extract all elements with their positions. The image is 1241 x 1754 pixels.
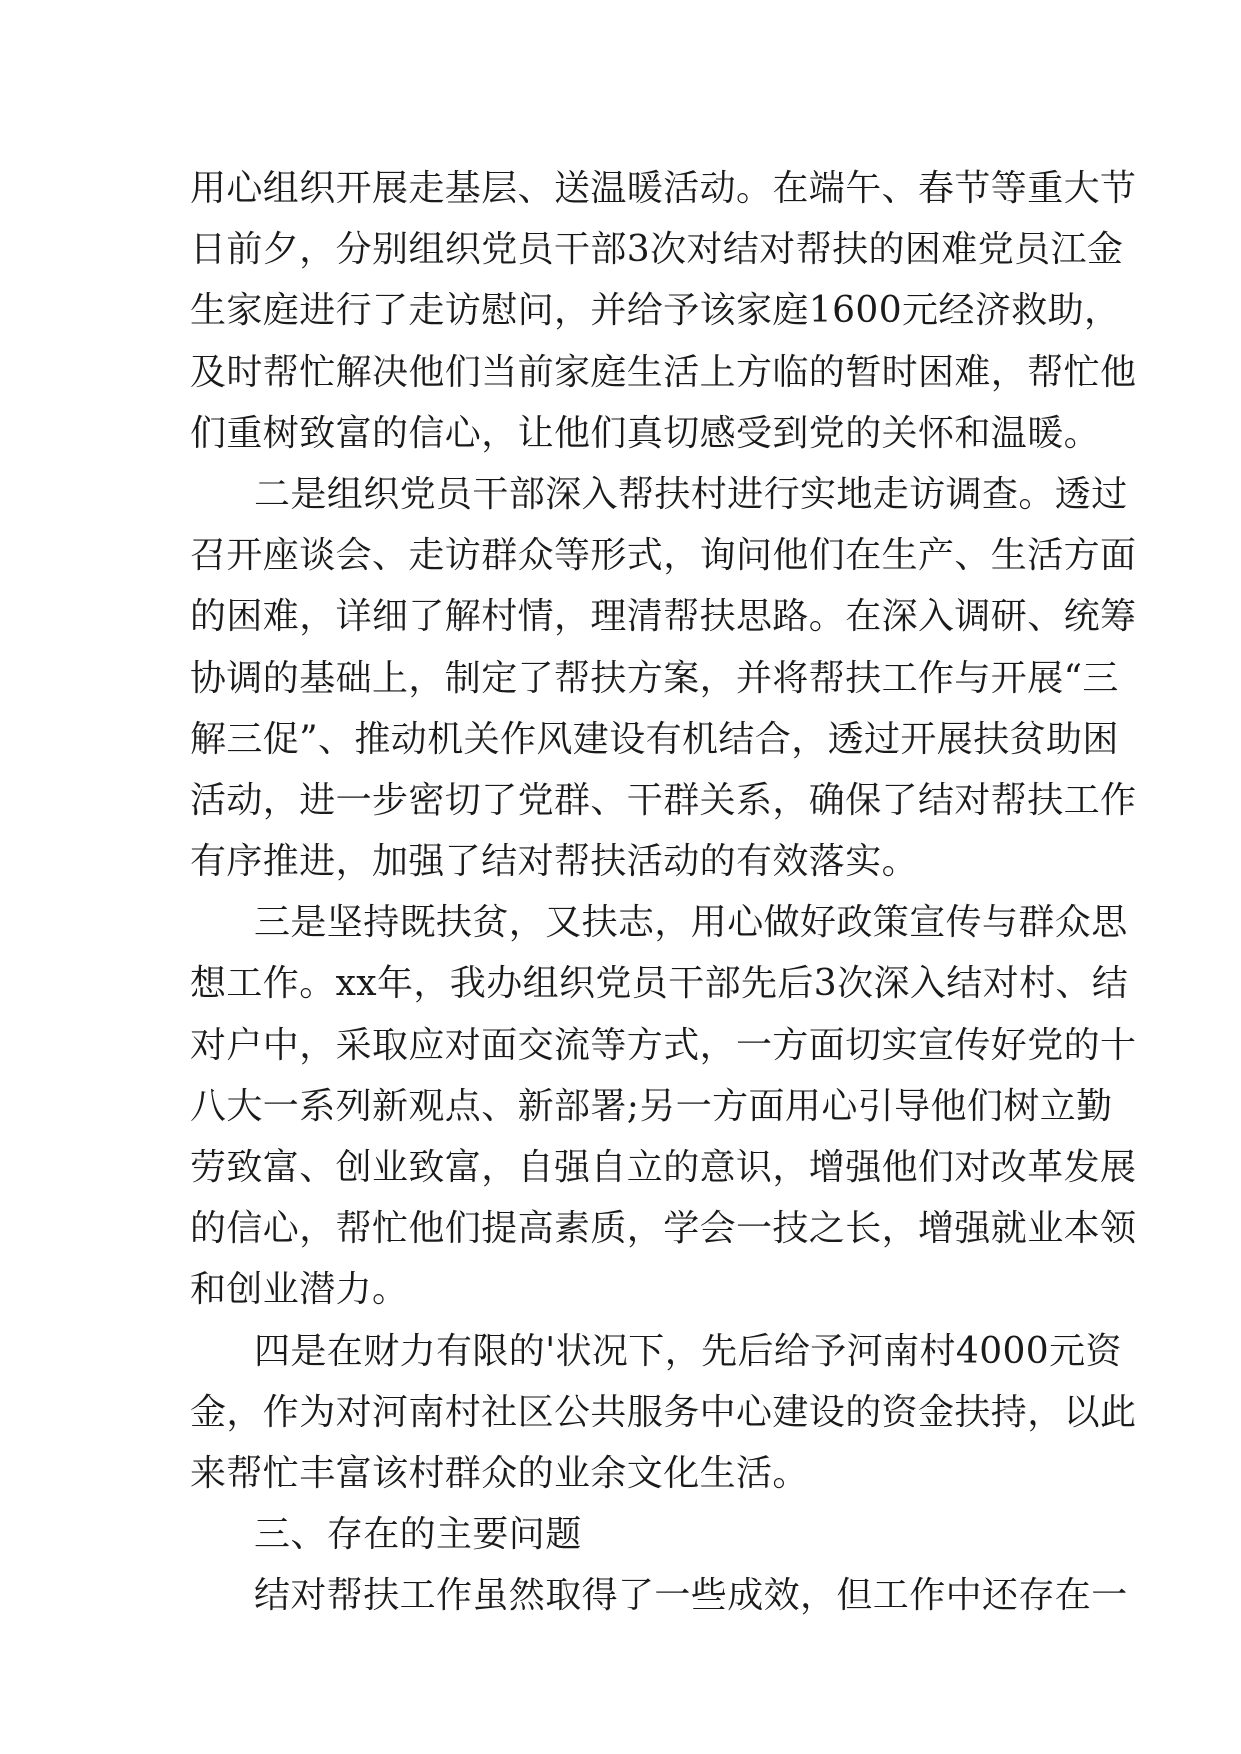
text-line: 召开座谈会、走访群众等形式，询问他们在生产、生活方面 xyxy=(190,535,1137,577)
text-line: 和创业潜力。 xyxy=(190,1269,409,1311)
text-line: 的困难，详细了解村情，理清帮扶思路。在深入调研、统筹 xyxy=(190,596,1137,638)
paragraph-start-line: 结对帮扶工作虽然取得了一些成效，但工作中还存在一 xyxy=(254,1575,1128,1617)
text-line: 对户中，采取应对面交流等方式，一方面切实宣传好党的十 xyxy=(190,1024,1137,1066)
text-line: 解三促”、推动机关作风建设有机结合，透过开展扶贫助困 xyxy=(190,718,1119,760)
document-body xyxy=(190,158,1137,1627)
text-line: 的信心，帮忙他们提高素质，学会一技之长，增强就业本领 xyxy=(190,1208,1137,1250)
text-line: 活动，进一步密切了党群、干群关系，确保了结对帮扶工作 xyxy=(190,779,1137,821)
section-heading: 三、存在的主要问题 xyxy=(254,1514,582,1556)
text-line: 协调的基础上，制定了帮扶方案，并将帮扶工作与开展“三 xyxy=(190,657,1119,699)
text-line: 想工作。xx年，我办组织党员干部先后3次深入结对村、结 xyxy=(190,963,1129,1005)
text-line: 日前夕，分别组织党员干部3次对结对帮扶的困难党员江金 xyxy=(190,229,1124,271)
paragraph-start-line: 四是在财力有限的'状况下，先后给予河南村4000元资 xyxy=(254,1330,1122,1372)
text-line: 们重树致富的信心，让他们真切感受到党的关怀和温暖。 xyxy=(190,412,1101,454)
text-line: 劳致富、创业致富，自强自立的意识，增强他们对改革发展 xyxy=(190,1147,1137,1188)
paragraph-start-line: 三是坚持既扶贫，又扶志，用心做好政策宣传与群众思 xyxy=(254,902,1128,944)
text-line: 有序推进，加强了结对帮扶活动的有效落实。 xyxy=(190,841,919,883)
text-line: 来帮忙丰富该村群众的业余文化生活。 xyxy=(190,1452,809,1494)
paragraph-start-line: 二是组织党员干部深入帮扶村进行实地走访调查。透过 xyxy=(254,473,1128,515)
text-line: 及时帮忙解决他们当前家庭生活上方临的暂时困难，帮忙他 xyxy=(190,351,1137,393)
text-line: 金，作为对河南村社区公共服务中心建设的资金扶持，以此 xyxy=(190,1391,1137,1433)
text-line: 用心组织开展走基层、送温暖活动。在端午、春节等重大节 xyxy=(190,168,1137,209)
text-line: 八大一系列新观点、新部署;另一方面用心引导他们树立勤 xyxy=(190,1085,1113,1127)
text-line: 生家庭进行了走访慰问，并给予该家庭1600元经济救助， xyxy=(190,290,1121,332)
